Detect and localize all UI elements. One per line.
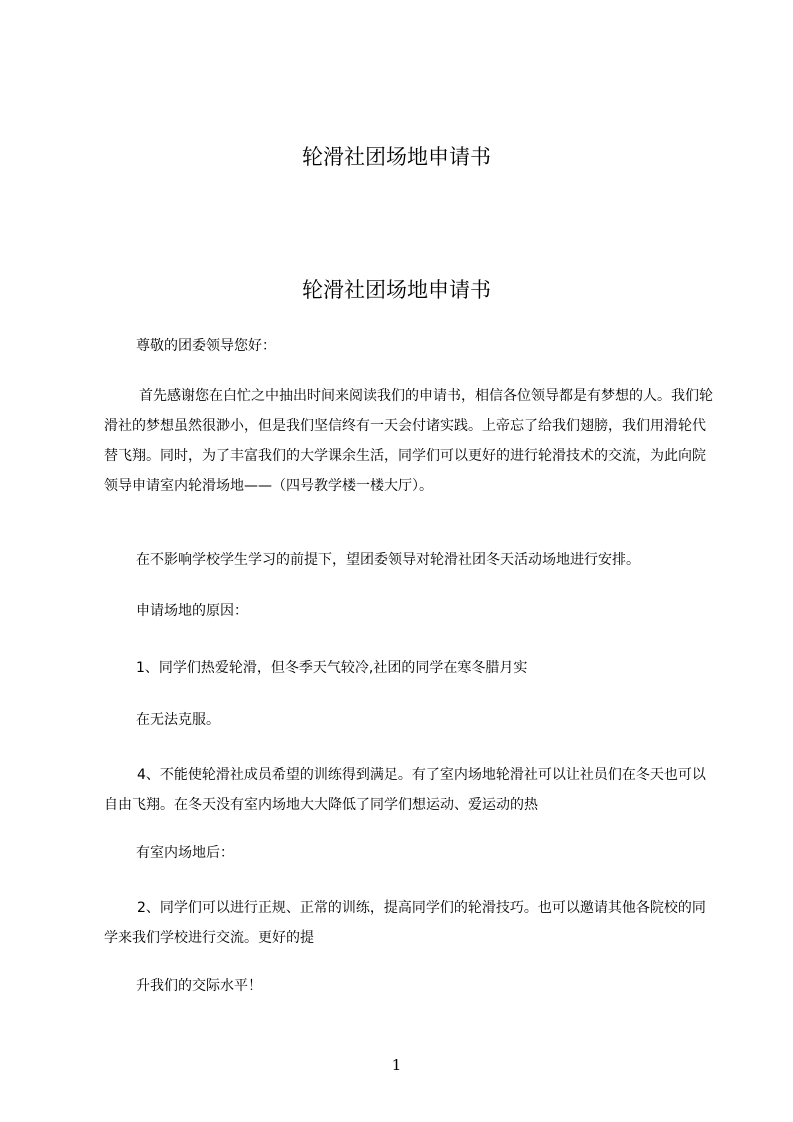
page-number: 1 (391, 1056, 402, 1074)
after-heading: 有室内场地后： (136, 845, 234, 861)
reason-1-continuation: 在无法克服。 (136, 712, 220, 728)
reason-2-continuation: 升我们的交际水平！ (136, 978, 262, 994)
reasons-heading: 申请场地的原因： (136, 603, 248, 619)
request-paragraph: 在不影响学校学生学习的前提下，望团委领导对轮滑社团冬天活动场地进行安排。 (136, 552, 640, 568)
reason-1-paragraph: 1、同学们热爱轮滑，但冬季天气较冷,社团的同学在寒冬腊月实 (136, 660, 528, 676)
intro-paragraph: 首先感谢您在白忙之中抽出时间来阅读我们的申请书，相信各位领导都是有梦想的人。我们轮滑社的梦想虽然很渺小，但是我们坚信终有一天会付诸实践。上帝忘了给我们翅膀，我们用滑轮代替飞翔。同时，为了丰富我们的大学课余生活，同学们可以更好的进行轮滑技术的交流，为此向院领导申请室内轮滑场地——（四号教学楼一楼大厅）。 (104, 388, 713, 494)
salutation: 尊敬的团委领导您好： (136, 338, 276, 354)
reason-4-paragraph: 4、不能使轮滑社成员希望的训练得到满足。有了室内场地轮滑社可以让社员们在冬天也可以自由飞翔。在冬天没有室内场地大大降低了同学们想运动、爱运动的热 (104, 767, 706, 813)
document-heading: 轮滑社团场地申请书 (302, 278, 491, 302)
reason-2-paragraph: 2、同学们可以进行正规、正常的训练，提高同学们的轮滑技巧。也可以邀请其他各院校的同学来我们学校进行交流。更好的提 (104, 900, 706, 946)
document-title: 轮滑社团场地申请书 (302, 145, 491, 169)
